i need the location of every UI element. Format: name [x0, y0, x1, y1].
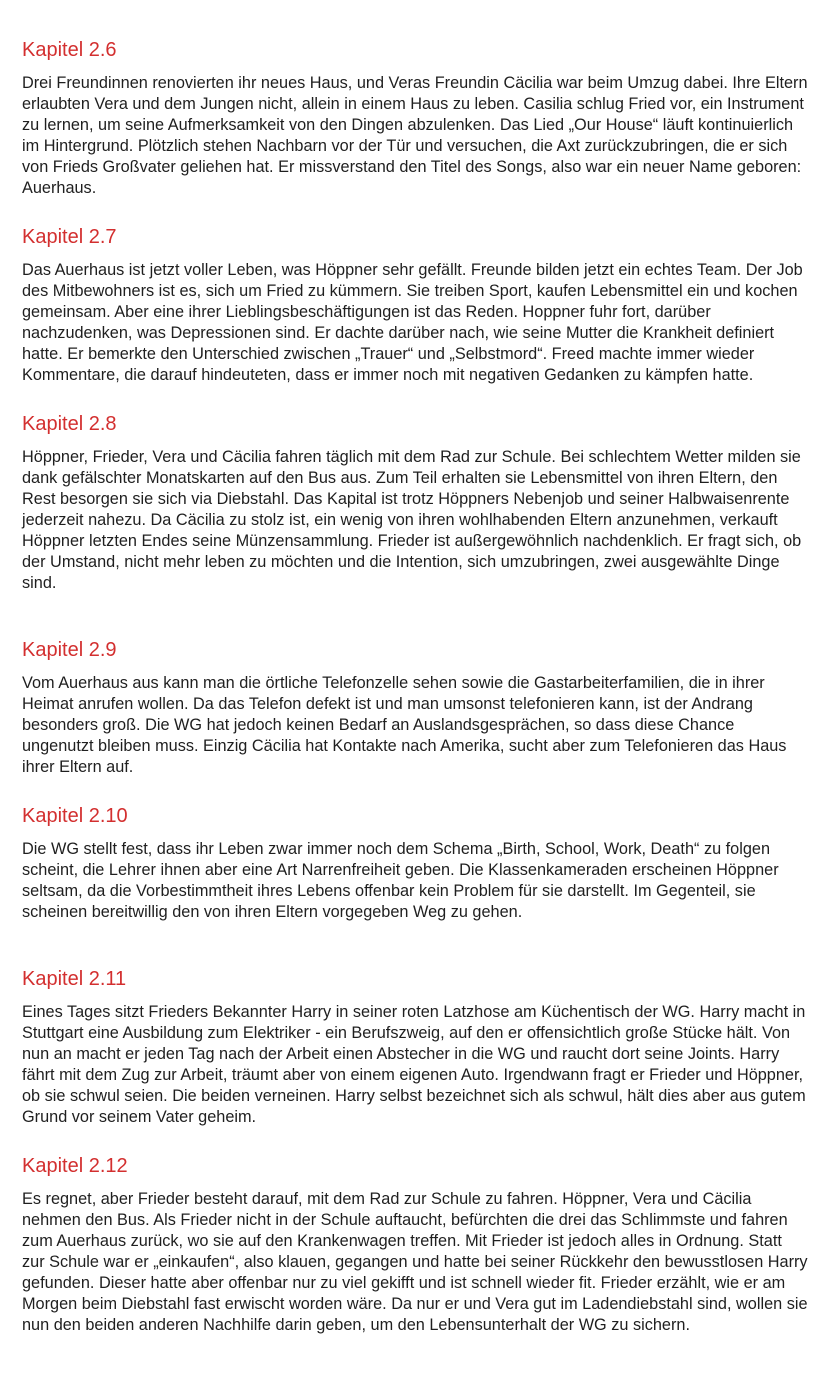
chapter-paragraph: Die WG stellt fest, dass ihr Leben zwar immer noch dem Schema „Birth, School, Work, Death“ zu folgen scheint, die Lehrer ihnen aber eine Art Narrenfreiheit geben. Die Klassenkameraden erscheinen Höppner seltsam, da die Vorbestimmtheit ihres Lebens offenbar kein Problem für sie darstellt. Im Gegenteil, sie scheinen bereitwillig den von ihren Eltern vorgegeben Weg zu gehen. — [22, 840, 779, 921]
chapter-section-2-11 — [22, 967, 808, 1128]
chapter-section-2-6 — [22, 38, 808, 199]
chapter-heading: Kapitel 2.10 — [22, 805, 128, 827]
chapter-paragraph: Höppner, Frieder, Vera und Cäcilia fahren täglich mit dem Rad zur Schule. Bei schlechtem Wetter milden sie dank gefälschter Monatskarten auf den Bus aus. Zum Teil erhalten sie Lebensmittel von ihren Eltern, den Rest besorgen sie sich via Diebstahl. Das Kapital ist trotz Höppners Nebenjob und seiner Halbwaisenrente jederzeit nahezu. Da Cäcilia zu stolz ist, ein wenig von ihren wohlhabenden Eltern anzunehmen, verkauft Höppner letzten Endes seine Münzensammlung. Frieder ist außergewöhnlich nachdenklich. Er fragt sich, ob der Umstand, nicht mehr leben zu möchten und die Intention, sich umzubringen, zwei ausgewählte Dinge sind. — [22, 448, 802, 592]
chapter-heading: Kapitel 2.12 — [22, 1155, 128, 1177]
chapter-paragraph: Das Auerhaus ist jetzt voller Leben, was Höppner sehr gefällt. Freunde bilden jetzt ein echtes Team. Der Job des Mitbewohners ist es, sich um Fried zu kümmern. Sie treiben Sport, kaufen Lebensmittel ein und kochen gemeinsam. Aber eine ihrer Lieblingsbeschäftigungen ist das Reden. Hoppner fuhr fort, darüber nachzudenken, was Depressionen sind. Er dachte darüber nach, wie seine Mutter die Krankheit definiert hatte. Er bemerkte den Unterschied zwischen „Trauer“ und „Selbstmord“. Freed machte immer wieder Kommentare, die darauf hindeuteten, dass er immer noch mit negativen Gedanken zu kämpfen hatte. — [22, 261, 803, 384]
chapter-paragraph: Es regnet, aber Frieder besteht darauf, mit dem Rad zur Schule zu fahren. Höppner, Vera und Cäcilia nehmen den Bus. Als Frieder nicht in der Schule auftaucht, befürchten die drei das Schlimmste und fahren zum Auerhaus zurück, wo sie auf den Krankenwagen treffen. Mit Frieder ist jedoch alles in Ordnung. Statt zur Schule war er „einkaufen“, also klauen, gegangen und hatte bei seiner Rückkehr den bewusstlosen Harry gefunden. Dieser hatte aber offenbar nur zu viel gekifft und ist schnell wieder fit. Frieder erzählt, wie er am Morgen beim Diebstahl fast erwischt worden wäre. Da nur er und Vera gut im Ladendiebstahl sind, wollen sie nun den beiden anderen Nachhilfe darin geben, um den Lebensunterhalt der WG zu sichern. — [22, 1190, 808, 1334]
chapter-section-2-7 — [22, 225, 808, 386]
chapter-heading: Kapitel 2.9 — [22, 639, 117, 661]
chapter-section-2-10 — [22, 804, 808, 923]
chapter-heading: Kapitel 2.11 — [22, 968, 127, 990]
chapter-paragraph: Eines Tages sitzt Frieders Bekannter Harry in seiner roten Latzhose am Küchentisch der WG. Harry macht in Stuttgart eine Ausbildung zum Elektriker - ein Berufszweig, auf den er offensichtlich große Stücke hält. Von nun an macht er jeden Tag nach der Arbeit einen Abstecher in die WG und raucht dort seine Joints. Harry fährt mit dem Zug zur Arbeit, träumt aber von einem eigenen Auto. Irgendwann fragt er Frieder und Höppner, ob sie schwul seien. Die beiden verneinen. Harry selbst bezeichnet sich als schwul, hält dies aber aus gutem Grund vor seinem Vater geheim. — [22, 1003, 806, 1126]
chapter-section-2-8 — [22, 412, 808, 594]
chapter-paragraph: Drei Freundinnen renovierten ihr neues Haus, und Veras Freundin Cäcilia war beim Umzug dabei. Ihre Eltern erlaubten Vera und dem Jungen nicht, allein in einem Haus zu leben. Casilia schlug Fried vor, ein Instrument zu lernen, um seine Aufmerksamkeit von den Dingen abzulenken. Das Lied „Our House“ läuft kontinuierlich im Hintergrund. Plötzlich stehen Nachbarn vor der Tür und versuchen, die Axt zurückzubringen, die er sich von Frieds Großvater geliehen hat. Er missverstand den Titel des Songs, also war ein neuer Name geboren: Auerhaus. — [22, 74, 808, 197]
chapter-section-2-12 — [22, 1154, 808, 1336]
chapter-heading: Kapitel 2.6 — [22, 39, 117, 61]
chapter-heading: Kapitel 2.7 — [22, 226, 117, 248]
chapter-paragraph: Vom Auerhaus aus kann man die örtliche Telefonzelle sehen sowie die Gastarbeiterfamilien, die in ihrer Heimat anrufen wollen. Da das Telefon defekt ist und man umsonst telefonieren kann, ist der Andrang besonders groß. Die WG hat jedoch keinen Bedarf an Auslandsgesprächen, so dass diese Chance ungenutzt bleiben muss. Einzig Cäcilia hat Kontakte nach Amerika, sucht aber zum Telefonieren das Haus ihrer Eltern auf. — [22, 674, 787, 776]
chapter-section-2-9 — [22, 638, 808, 778]
chapter-heading: Kapitel 2.8 — [22, 413, 117, 435]
